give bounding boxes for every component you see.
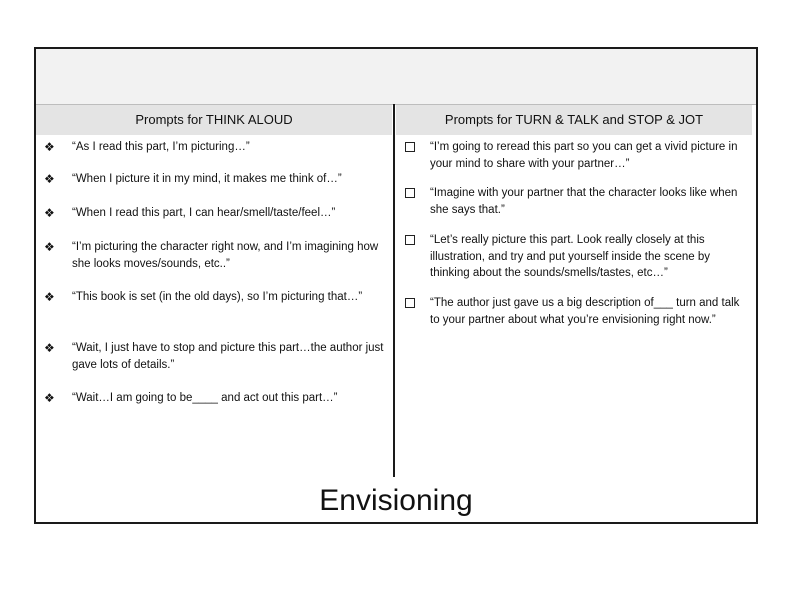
- turn-talk-item: [430, 185, 748, 218]
- turn-talk-text: “Imagine with your partner that the character looks like when she says that.”: [430, 187, 738, 216]
- diamond-bullet-icon: ❖: [44, 140, 55, 154]
- checkbox-bullet-icon: [405, 295, 415, 312]
- turn-talk-text: “The author just gave us a big description of___ turn and talk to your partner about what you’re envisioning right now.”: [430, 297, 740, 326]
- think-aloud-text: “As I read this part, I’m picturing…”: [72, 141, 250, 153]
- think-aloud-item: [44, 239, 384, 272]
- turn-talk-text: “I’m going to reread this part so you can get a vivid picture in your mind to share with your partner…”: [430, 141, 738, 170]
- checkbox-bullet-icon: [405, 232, 415, 249]
- think-aloud-item: [44, 289, 384, 306]
- turn-talk-item: [430, 139, 748, 172]
- prompt-card: [34, 47, 758, 524]
- diamond-bullet-icon: ❖: [44, 391, 55, 405]
- think-aloud-item: [44, 171, 384, 188]
- think-aloud-text: “I’m picturing the character right now, and I’m imagining how she looks moves/sounds, etc..”: [72, 241, 379, 270]
- think-aloud-text: “This book is set (in the old days), so I’m picturing that…”: [72, 291, 363, 303]
- header-band: [36, 49, 756, 105]
- card-title: Envisioning: [319, 484, 473, 517]
- turn-talk-header: Prompts for TURN & TALK and STOP & JOT: [396, 105, 752, 135]
- think-aloud-text: “When I read this part, I can hear/smell/taste/feel…”: [72, 207, 336, 219]
- turn-talk-item: [430, 232, 748, 282]
- diamond-bullet-icon: ❖: [44, 341, 55, 355]
- diamond-bullet-icon: ❖: [44, 240, 55, 254]
- checkbox-bullet-icon: [405, 139, 415, 156]
- turn-talk-item: [430, 295, 748, 328]
- think-aloud-header: Prompts for THINK ALOUD: [36, 105, 392, 135]
- diamond-bullet-icon: ❖: [44, 172, 55, 186]
- column-divider: [393, 104, 395, 477]
- think-aloud-text: “When I picture it in my mind, it makes me think of…”: [72, 173, 342, 185]
- diamond-bullet-icon: ❖: [44, 206, 55, 220]
- think-aloud-text: “Wait…I am going to be____ and act out this part…”: [72, 392, 338, 404]
- turn-talk-text: “Let’s really picture this part. Look really closely at this illustration, and try and put yourself inside the scene by thinking about the sounds/smells/tastes, etc…”: [430, 234, 710, 279]
- think-aloud-item: [44, 390, 384, 407]
- checkbox-bullet-icon: [405, 185, 415, 202]
- think-aloud-item: [44, 205, 384, 222]
- think-aloud-text: “Wait, I just have to stop and picture this part…the author just gave lots of details.”: [72, 342, 384, 371]
- diamond-bullet-icon: ❖: [44, 290, 55, 304]
- think-aloud-item: [44, 340, 384, 373]
- think-aloud-item: [44, 139, 384, 156]
